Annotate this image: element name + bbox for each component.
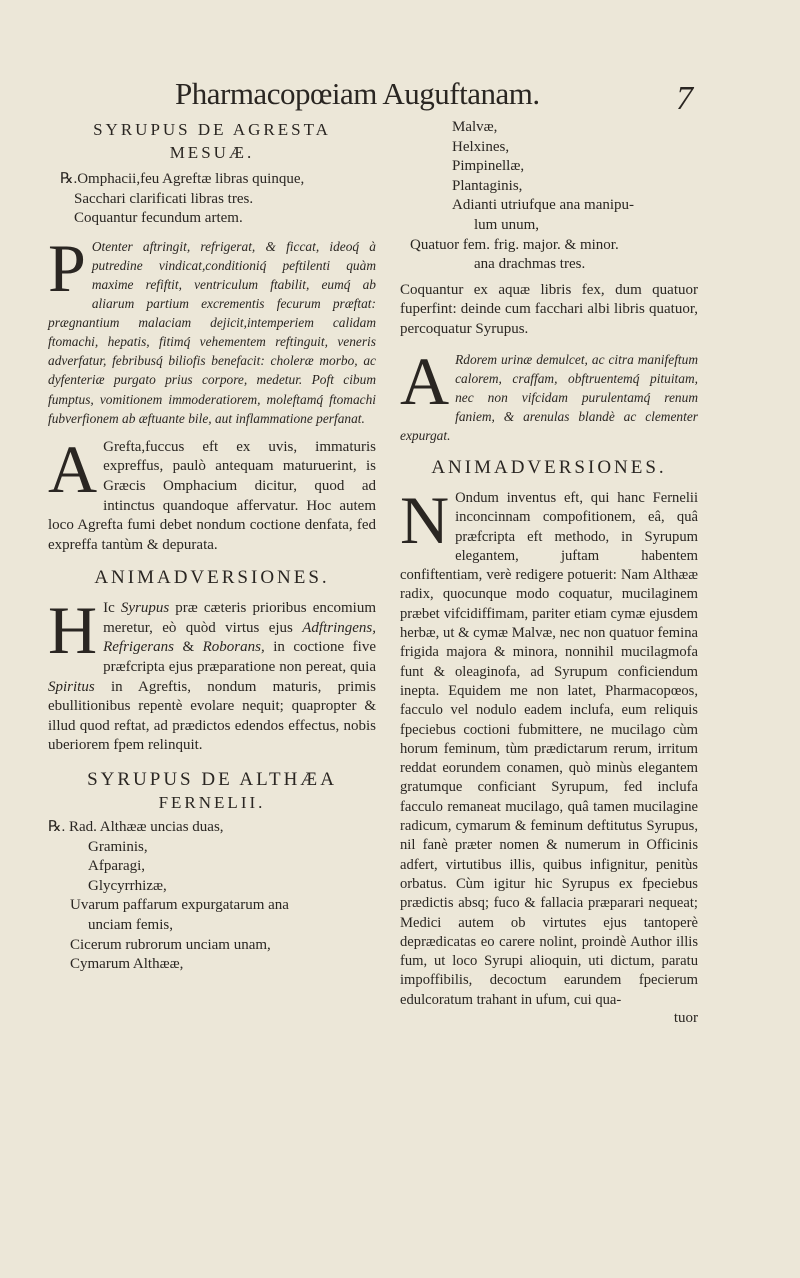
drop-cap: H bbox=[48, 592, 98, 669]
syrup-agresta-title: SYRUPUS DE AGRESTA bbox=[93, 120, 331, 139]
agresta-note bbox=[48, 430, 376, 556]
running-title: Pharmacopœiam Auguftanam. bbox=[175, 76, 540, 111]
left-column bbox=[48, 118, 376, 975]
recipe-agresta bbox=[48, 170, 376, 229]
recipe-line: Sacchari clarificati libras tres. bbox=[74, 190, 254, 207]
agresta-description bbox=[48, 229, 376, 428]
running-head bbox=[0, 70, 800, 120]
recipe-line: Plantaginis, bbox=[452, 177, 523, 194]
recipe-althaea bbox=[48, 818, 376, 975]
recipe-line: ana drachmas tres. bbox=[474, 256, 586, 273]
preparation-text: Coquantur ex aquæ libris fex, dum quatuor fuperfint: deinde cum facchari albi libris quatuor, percoquatur Syrupus. bbox=[400, 281, 698, 337]
recipe-line: Pimpinellæ, bbox=[452, 158, 525, 175]
animadversiones-althaea bbox=[400, 482, 698, 1010]
syrup-althaea-title: SYRUPUS DE ALTHÆA bbox=[87, 769, 337, 791]
recipe-althaea-continued bbox=[400, 118, 698, 275]
recipe-line: Coquantur fecundum artem. bbox=[74, 210, 243, 227]
drop-cap: N bbox=[400, 482, 450, 558]
recipe-line: ℞.Omphacii,feu Agreftæ libras quinque, bbox=[60, 171, 305, 187]
recipe-line: Malvæ, bbox=[452, 119, 498, 135]
althaea-description bbox=[400, 342, 698, 445]
recipe-line: Afparagi, bbox=[88, 858, 146, 875]
recipe-line: Quatuor fem. frig. major. & minor. bbox=[410, 236, 619, 253]
recipe-line: Glycyrrhizæ, bbox=[88, 877, 167, 894]
catchword: tuor bbox=[673, 1010, 698, 1027]
animadversiones-heading: ANIMADVERSIONES. bbox=[94, 567, 330, 589]
recipe-line: lum unum, bbox=[474, 216, 540, 233]
page-number: 7 bbox=[676, 80, 693, 117]
recipe-line: Cymarum Althææ, bbox=[70, 956, 184, 973]
description-text: Rdorem urinæ demulcet, ac citra manifeftum calorem, craffam, obftruentemq́ pituitam, nec non vifcidam purulentamq́ renum faniem, & arenulas blandè ac clementer expurgat. bbox=[400, 351, 698, 443]
recipe-line: Adianti utriufque ana manipu- bbox=[452, 197, 635, 214]
drop-cap: A bbox=[48, 430, 98, 507]
recipe-line: ℞. Rad. Althææ uncias duas, bbox=[48, 819, 224, 836]
description-text: Otenter aftringit, refrigerat, & ficcat, ideoq́ à putredine vindicat,conditioniq́ peftilenti quàm maxime refiftit, ventriculum ftabilit, eumq́ ab aliarum partium excrementis fecurum præftat: prægnantium malaciam dejicit,intemperiem calidam ftomachi, hepatis, fitimq́ vehementem reftinguit, veneris adverfatur, febribusq́ biliofis benefacit: choleræ morbo, ac dyfenteriæ purgato prius corpore, medetur. Poft cibum fumptus, vomitionem immoderatiorem, moleftamq́ ftomachi fubverfionem ab æftuante bile, aut inflammatione perfanat. bbox=[48, 238, 376, 426]
recipe-line: Uvarum paffarum expurgatarum ana bbox=[70, 897, 289, 914]
animadversiones-heading: ANIMADVERSIONES. bbox=[431, 457, 667, 478]
syrup-althaea-author: FERNELII. bbox=[158, 793, 266, 813]
recipe-line: Graminis, bbox=[88, 838, 148, 855]
drop-cap: P bbox=[48, 229, 86, 306]
animadversiones-text: Ic Syrupus præ cæteris prioribus encomium meretur, eò quòd virtus ejus Adftringens, Refrigerans & Roborans, in coctione five præfcripta ejus præparatione non pereat, quia Spiritus in Agreftis, nondum maturis, primis ebullitionibus repentè evolare nequit; quapropter & illud quod reftat, ad prædictos edendos effectus, nobis uberiorem fpem relinquit. bbox=[48, 600, 377, 754]
note-text: Grefta,fuccus eft ex uvis, immaturis expreffus, paulò antequam maturuerint, is Græcis Omphacium dicitur, quod ad intinctus quandoque affervatur. Hoc autem loco Agrefta fumi debet nondum coctione denfata, fed expreffa tantùm & depurata. bbox=[48, 438, 376, 553]
recipe-line: Cicerum rubrorum unciam unam, bbox=[70, 936, 271, 953]
syrup-agresta-author: MESUÆ. bbox=[169, 143, 255, 162]
animadversiones-text: Ondum inventus eft, qui hanc Fernelii inconcinnam compofitionem, eâ, quâ præfcripta eft methodo, in Syrupum elegantem, juftam habentem confiftentiam, verè redigere potuerit: Nam Althææ radix, quocunque modo coquatur, mucilaginem præbet vifcidiffimam, pariter etiam cymæ ejusdem herbæ, ut & cymæ Malvæ, nec non quatuor femina frigida majora & minora, nonnihil mucilagmofa funt & oleaginofa, ad Syrupum conficiendum inepta. Equidem me non latet, Pharmacopœos, facculo vel nodulo eadem inclufa, eum reliquis fpeciebus coctioni fubmittere, ne mucilago cùm horum feminum, tùm prædictarum rerum, irritum reddat eorundem conamen, quò minùs elegantem gratumque conficiant Syrupum, fed inclufa facculo remaneat mucilago, quâ tamen mucilagine radicum, cymarum & feminum deftitutus Syrupus, nil fanè præter nomen & numerum in Officinis adfert, virtutibus illis, quibus infignitur, penitùs orbatus. Cùm igitur hic Syrupus ex fpeciebus prædictis absq; fuco & fallacia præparari nequeat; Medici autem ob virtutes ejus tantoperè deprædicatas eo carere nolint, proindè Author illis fum, ut loco Syrupi alioquin, uti dictum, paratu impoffibilis, decoctum earundem fpecierum edulcoratum trahant in ufum, cui qua- bbox=[400, 490, 698, 1008]
drop-cap: A bbox=[400, 342, 450, 419]
recipe-line: unciam femis, bbox=[88, 917, 173, 933]
recipe-line: Helxines, bbox=[452, 138, 510, 155]
animadversiones-agresta bbox=[48, 592, 377, 756]
right-column bbox=[400, 118, 698, 1027]
